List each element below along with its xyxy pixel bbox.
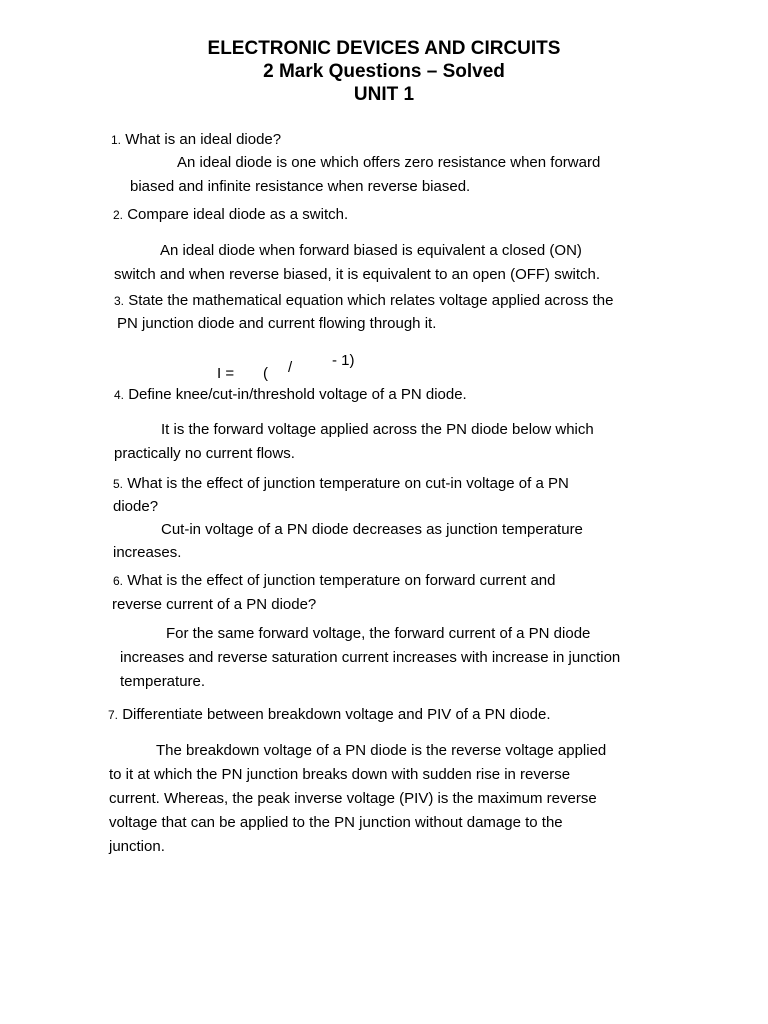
- question-number: 6.: [113, 574, 124, 588]
- question-number: 3.: [114, 294, 125, 308]
- question-1: [111, 129, 281, 151]
- unit-heading: UNIT 1: [353, 84, 415, 105]
- answer-4-line-1: It is the forward voltage applied across the PN diode below which: [161, 421, 594, 438]
- answer-4-line-2: practically no current flows.: [114, 445, 295, 462]
- answer-6-line-3: temperature.: [120, 673, 206, 690]
- question-6-line-2: reverse current of a PN diode?: [112, 596, 317, 613]
- question-4: [114, 384, 467, 406]
- question-text: What is an ideal diode?: [125, 131, 282, 148]
- question-text: What is the effect of junction temperature on cut-in voltage of a PN: [127, 475, 569, 492]
- answer-7-line-3: current. Whereas, the peak inverse voltage (PIV) is the maximum reverse: [109, 790, 597, 807]
- equation-open-paren: (: [263, 365, 268, 382]
- question-7: [108, 704, 551, 726]
- question-6-line-1: [113, 570, 555, 592]
- question-text: Differentiate between breakdown voltage and PIV of a PN diode.: [122, 706, 551, 723]
- question-number: 5.: [113, 477, 124, 491]
- answer-7-line-4: voltage that can be applied to the PN junction without damage to the: [109, 814, 563, 831]
- answer-7-line-2: to it at which the PN junction breaks down with sudden rise in reverse: [109, 766, 571, 783]
- answer-1-line-2: biased and infinite resistance when reverse biased.: [130, 178, 471, 195]
- answer-6-line-2: increases and reverse saturation current increases with increase in junction: [120, 649, 621, 666]
- document-subtitle: 2 Mark Questions – Solved: [263, 61, 505, 82]
- answer-5-line-1: Cut-in voltage of a PN diode decreases as junction temperature: [161, 521, 583, 538]
- equation-current: I =: [217, 365, 235, 382]
- equation-slash: /: [288, 359, 293, 376]
- question-3-line-1: [114, 290, 613, 312]
- question-text: State the mathematical equation which relates voltage applied across the: [128, 292, 614, 309]
- answer-7-line-1: The breakdown voltage of a PN diode is the reverse voltage applied: [156, 742, 607, 759]
- answer-6-line-1: For the same forward voltage, the forward current of a PN diode: [166, 625, 591, 642]
- question-text: Compare ideal diode as a switch.: [127, 206, 349, 223]
- question-number: 1.: [111, 133, 122, 147]
- question-number: 4.: [114, 388, 125, 402]
- answer-2-line-2: switch and when reverse biased, it is equivalent to an open (OFF) switch.: [114, 266, 601, 283]
- question-text: Define knee/cut-in/threshold voltage of a PN diode.: [128, 386, 467, 403]
- answer-7-line-5: junction.: [109, 838, 165, 855]
- answer-1-line-1: An ideal diode is one which offers zero resistance when forward: [177, 154, 601, 171]
- question-5-line-2: diode?: [113, 498, 159, 515]
- equation-tail: - 1): [332, 352, 355, 369]
- question-number: 2.: [113, 208, 124, 222]
- document-title: ELECTRONIC DEVICES AND CIRCUITS: [207, 38, 561, 59]
- question-5-line-1: [113, 473, 569, 495]
- answer-2-line-1: An ideal diode when forward biased is equivalent a closed (ON): [160, 242, 582, 259]
- answer-5-line-2: increases.: [113, 544, 182, 561]
- question-2: [113, 204, 348, 226]
- question-text: What is the effect of junction temperature on forward current and: [127, 572, 556, 589]
- question-number: 7.: [108, 708, 119, 722]
- question-3-line-2: PN junction diode and current flowing through it.: [117, 315, 437, 332]
